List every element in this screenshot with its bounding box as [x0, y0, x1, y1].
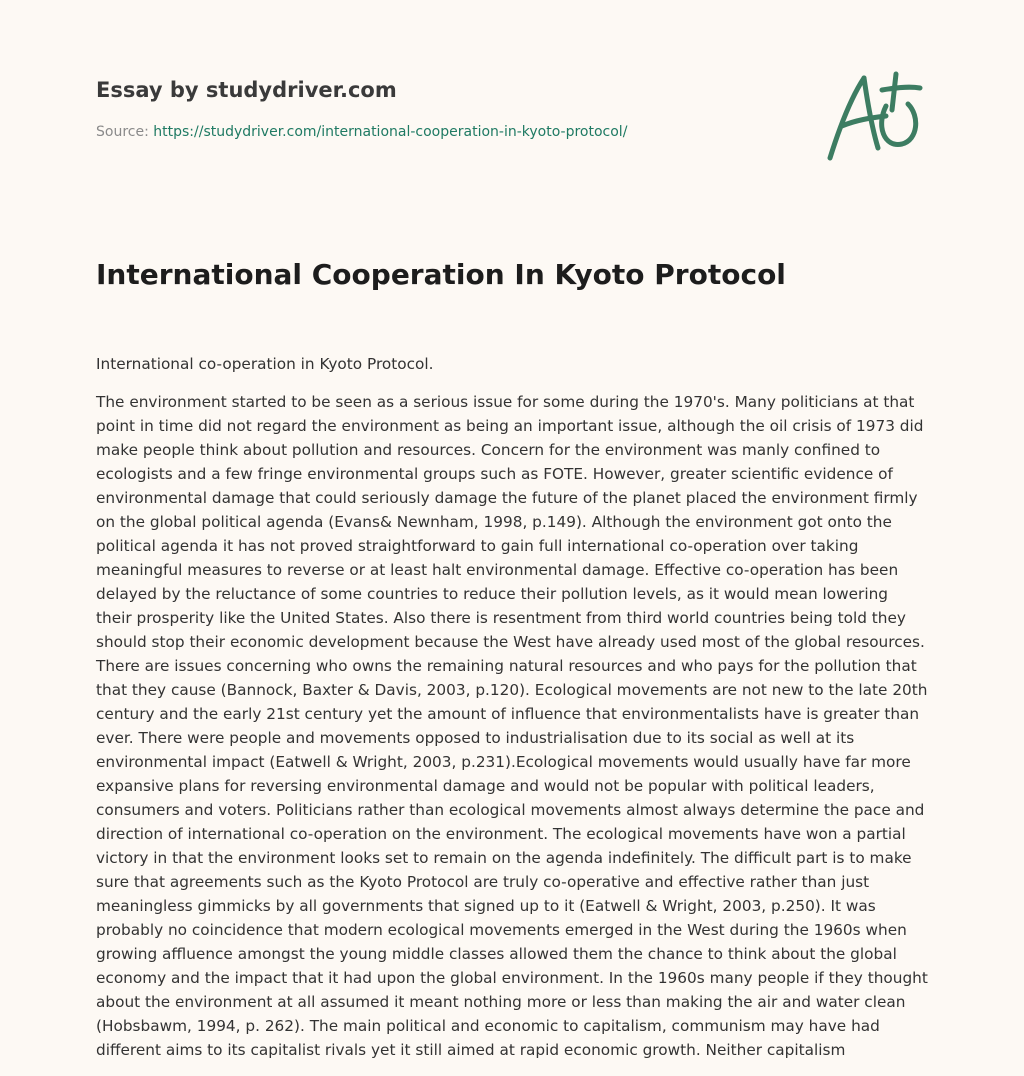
essay-paragraph: The environment started to be seen as a serious issue for some during the 1970's. Many politicians at that point in time did not regard the environment as being an important issue, although the oil crisis of 1973 did make people think about pollution and resources. Concern for the environment was manly confined to ecologists and a few fringe environmental groups such as FOTE. However, greater scientific evidence of environmental damage that could seriously damage the future of the planet placed the environment firmly on the global political agenda (Evans& Newnham, 1998, p.149). Although the environment got onto the political agenda it has not proved straightforward to gain full international co-operation over taking meaningful measures to reverse or at least halt environmental damage. Effective co-operation has been delayed by the reluctance of some countries to reduce their pollution levels, as it would mean lowering their prosperity like the United States. Also there is resentment from third world countries being told they should stop their economic development because the West have already used most of the global resources. There are issues concerning who owns the remaining natural resources and who pays for the pollution that that they cause (Bannock, Baxter & Davis, 2003, p.120). Ecological movements are not new to the late 20th century and the early 21st century yet the amount of influence that environmentalists have is greater than ever. There were people and movements opposed to industrialisation due to its social as well at its environmental impact (Eatwell & Wright, 2003, p.231).Ecological movements would usually have far more expansive plans for reversing environmental damage and would not be popular with political leaders, consumers and voters. Politicians rather than ecological movements almost always determine the pace and direction of international co-operation on the environment. The ecological movements have won a partial victory in that the environment looks set to remain on the agenda indefinitely. The difficult part is to make sure that agreements such as the Kyoto Protocol are truly co-operative and effective rather than just meaningless gimmicks by all governments that signed up to it (Eatwell & Wright, 2003, p.250). It was probably no coincidence that modern ecological movements emerged in the West during the 1960s when growing affluence amongst the young middle classes allowed them the chance to think about the global economy and the impact that it had upon the global environment. In the 1960s many people if they thought about the environment at all assumed it meant nothing more or less than making the air and water clean (Hobsbawm, 1994, p. 262). The main political and economic to capitalism, communism may have had different aims to its capitalist rivals yet it still aimed at rapid economic growth. Neither capitalism: [96, 393, 928, 1059]
source-link[interactable]: https://studydriver.com/international-cooperation-in-kyoto-protocol/: [153, 124, 628, 140]
a-plus-logo-icon: [820, 66, 930, 166]
source-label: Source:: [96, 124, 149, 140]
essay-title: International Cooperation In Kyoto Protocol: [96, 258, 786, 291]
essay-subtitle: International co-operation in Kyoto Protocol.: [96, 355, 434, 373]
source-line: [96, 122, 627, 142]
page-header: [96, 76, 716, 140]
essay-content: [96, 352, 928, 1076]
brand-title: Essay by studydriver.com: [96, 78, 397, 102]
